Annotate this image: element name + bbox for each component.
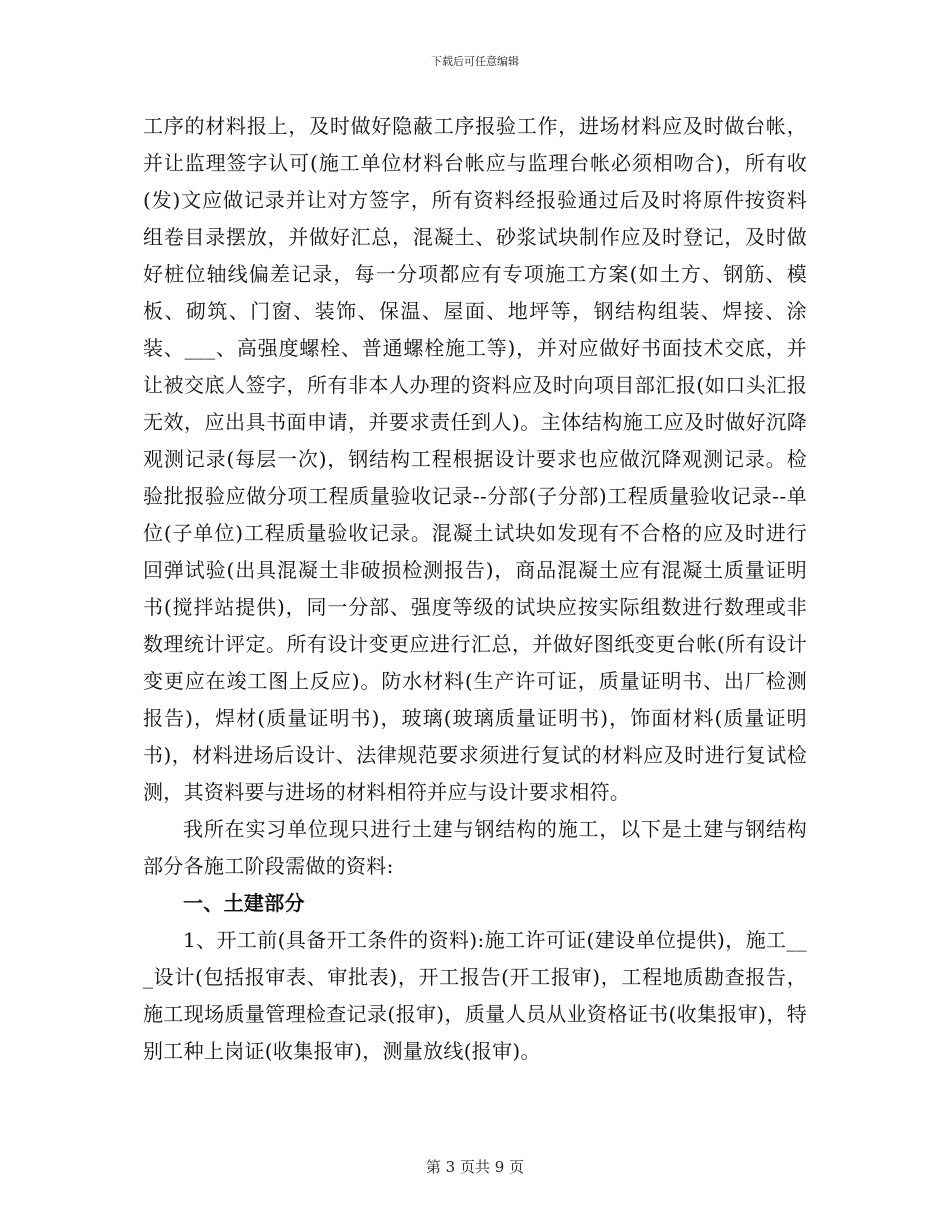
page-footer: 第 3 页共 9 页 — [425, 1158, 525, 1176]
page-header: 下载后可任意编辑 — [431, 55, 519, 68]
body-paragraph-1: 工序的材料报上，及时做好隐蔽工序报验工作，进场材料应及时做台帐，并让监理签字认可(施工单位材料台帐应与监理台帐必须相吻合)，所有收(发)文应做记录并让对方签字，所有资料经报验通过后及时将原件按资料组卷目录摆放，并做好汇总，混凝土、砂浆试块制作应及时登记，及时做好桩位轴线偏差记录，每一分项都应有专项施工方案(如土方、钢筋、模板、砌筑、门窗、装饰、保温、屋面、地坪等，钢结构组装、焊接、涂装、___、高强度螺栓、普通螺栓施工等)，并对应做好书面技术交底，并让被交底人签字，所有非本人办理的资料应及时向项目部汇报(如口头汇报无效，应出具书面申请，并要求责任到人)。主体结构施工应及时做好沉降观测记录(每层一次)，钢结构工程根据设计要求也应做沉降观测记录。检验批报验应做分项工程质量验收记录--分部(子分部)工程质量验收记录--单位(子单位)工程质量验收记录。混凝土试块如发现有不合格的应及时进行回弹试验(出具混凝土非破损检测报告)，商品混凝土应有混凝土质量证明书(搅拌站提供)，同一分部、强度等级的试块应按实际组数进行数理或非数理统计评定。所有设计变更应进行汇总，并做好图纸变更台帐(所有设计变更应在竣工图上反应)。防水材料(生产许可证，质量证明书、出厂检测报告)，焊材(质量证明书)，玻璃(玻璃质量证明书)，饰面材料(质量证明书)，材料进场后设计、法律规范要求须进行复试的材料应及时进行复试检测，其资料要与进场的材料相符并应与设计要求相符。 — [143, 114, 807, 804]
body-paragraph-2: 我所在实习单位现只进行土建与钢结构的施工，以下是土建与钢结构部分各施工阶段需做的资料: — [143, 817, 807, 878]
body-paragraph-3: 1、开工前(具备开工条件的资料):施工许可证(建设单位提供)，施工___设计(包括报审表、审批表)，开工报告(开工报审)，工程地质勘查报告，施工现场质量管理检查记录(报审)，质量人员从业资格证书(收集报审)，特别工种上岗证(收集报审)，测量放线(报审)。 — [143, 928, 807, 1063]
document-body — [143, 108, 807, 1070]
section-heading: 一、土建部分 — [183, 891, 305, 915]
